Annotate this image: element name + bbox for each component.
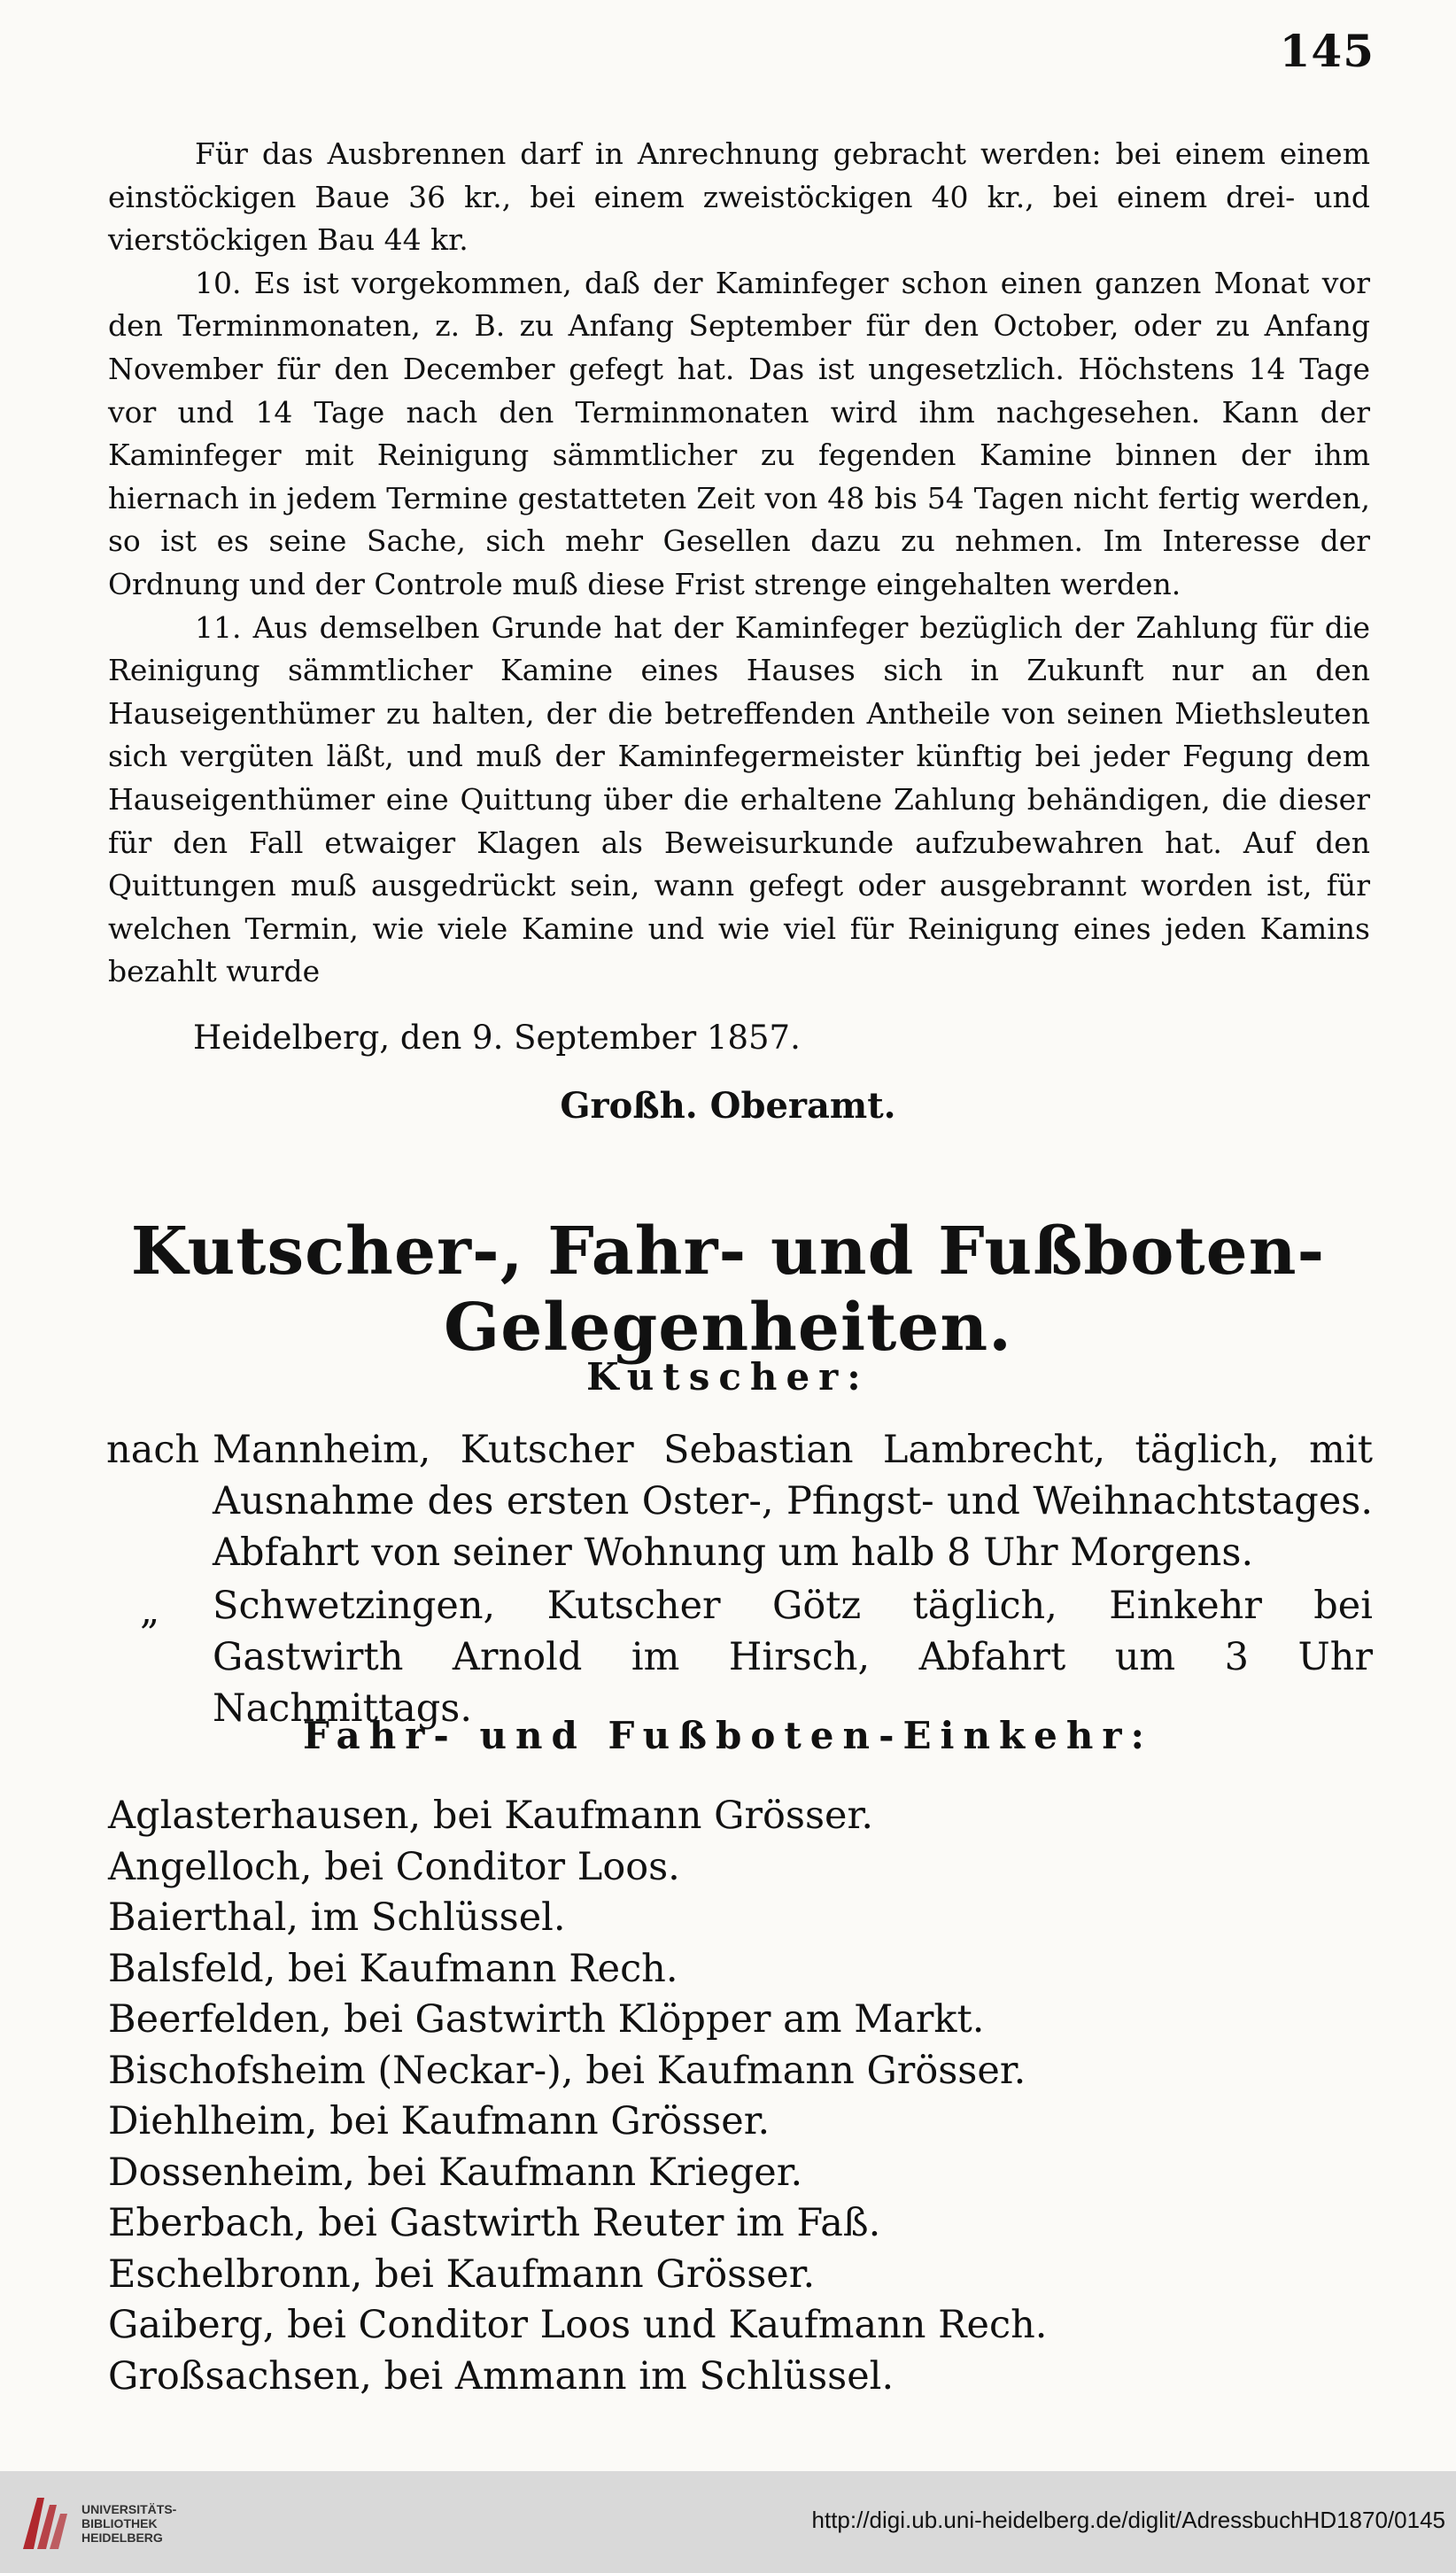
list-item: Großsachsen, bei Ammann im Schlüssel. — [108, 2353, 895, 2399]
list-item: Diehlheim, bei Kaufmann Grösser. — [108, 2099, 771, 2143]
paragraph-fees: Für das Ausbrennen darf in Anrechnung gebracht werden: bei einem einem einstöckigen Baue 36 kr., bei einem zweistöckigen 40 kr., bei einem drei- und vierstöckigen Bau 44 kr. — [108, 136, 1370, 258]
signoff-authority: Großh. Oberamt. — [560, 1085, 896, 1127]
entry-text: Schwetzingen, Kutscher Götz täglich, Einkehr bei Gastwirth Arnold im Hirsch, Abfahrt um 3 Uhr Nachmittags. — [213, 1584, 1373, 1731]
entry-prefix: nach — [106, 1428, 200, 1472]
university-seal-icon — [18, 2491, 71, 2554]
paragraph-10: 10. Es ist vorgekommen, daß der Kaminfeger schon einen ganzen Monat vor den Terminmonaten, z. B. zu Anfang September für den October, oder zu Anfang November für den December gefegt hat. Das ist ungesetzlich. Höchstens 14 Tage vor und 14 Tage nach den Terminmonaten wird ihm nachgesehen. Kann der Kaminfeger mit Reinigung sämmtlicher zu fegenden Kamine binnen der ihm hiernach in jedem Termine gestatteten Zeit von 48 bis 54 Tagen nicht fertig werden, so ist es seine Sache, sich mehr Gesellen dazu zu nehmen. Im Interesse der Ordnung und der Controle muß diese Frist strenge eingehalten werden. — [108, 265, 1370, 601]
list-item: Angelloch, bei Conditor Loos. — [108, 1844, 680, 1889]
kutscher-entry — [106, 1424, 1373, 1578]
paragraph-11: 11. Aus demselben Grunde hat der Kaminfeger bezüglich der Zahlung für die Reinigung sämmtlicher Kamine eines Hauses sich in Zukunft nur an den Hauseigenthümer zu halten, der die betreffenden Antheile von seinen Miethsleuten sich vergüten läßt, und muß der Kaminfegermeister künftig bei jeder Fegung dem Hauseigenthümer eine Quittung über die erhaltene Zahlung behändigen, die dieser für den Fall etwaiger Klagen als Beweisurkunde aufzubewahren hat. Auf den Quittungen muß ausgedrückt sein, wann gefegt oder ausgebrannt worden ist, für welchen Termin, wie viele Kamine und wie viel für Reinigung eines jeden Kamins bezahlt wurde — [108, 609, 1370, 989]
entry-text: Mannheim, Kutscher Sebastian Lambrecht, täglich, mit Ausnahme des ersten Oster-, Pfingst- und Weihnachtstages. Abfahrt von seiner Wohnung um halb 8 Uhr Morgens. — [213, 1428, 1373, 1575]
viewer-footer — [0, 2471, 1456, 2573]
kutscher-list — [106, 1424, 1373, 1736]
list-item: Gaiberg, bei Conditor Loos und Kaufmann Rech. — [108, 2303, 1048, 2347]
library-name: UNIVERSITÄTS- BIBLIOTHEK HEIDELBERG — [81, 2502, 177, 2545]
page-number: 145 — [1279, 25, 1375, 77]
boten-list — [108, 1791, 1047, 2402]
list-item: Bischofsheim (Neckar-), bei Kaufmann Grösser. — [108, 2048, 1026, 2093]
list-item: Eschelbronn, bei Kaufmann Grösser. — [108, 2251, 816, 2297]
kutscher-heading: Kutscher: — [586, 1355, 870, 1399]
list-item: Baierthal, im Schlüssel. — [108, 1895, 566, 1940]
list-item: Balsfeld, bei Kaufmann Rech. — [108, 1946, 678, 1991]
list-item: Beerfelden, bei Gastwirth Klöpper am Markt. — [108, 1997, 985, 2042]
ordinance-text — [108, 133, 1370, 994]
signoff-place-date: Heidelberg, den 9. September 1857. — [193, 1019, 801, 1057]
list-item: Eberbach, bei Gastwirth Reuter im Faß. — [108, 2201, 881, 2245]
section-title: Kutscher-, Fahr- und Fußboten-Gelegenheiten. — [130, 1213, 1326, 1366]
list-item: Aglasterhausen, bei Kaufmann Grösser. — [108, 1794, 873, 1838]
list-item: Dossenheim, bei Kaufmann Krieger. — [108, 2150, 803, 2195]
boten-heading: Fahr- und Fußboten-Einkehr: — [302, 1714, 1153, 1757]
permalink-url[interactable]: http://digi.ub.uni-heidelberg.de/diglit/AdressbuchHD1870/0145 — [811, 2507, 1445, 2533]
ditto-mark: „ — [140, 1589, 160, 1633]
kutscher-entry — [106, 1580, 1373, 1734]
